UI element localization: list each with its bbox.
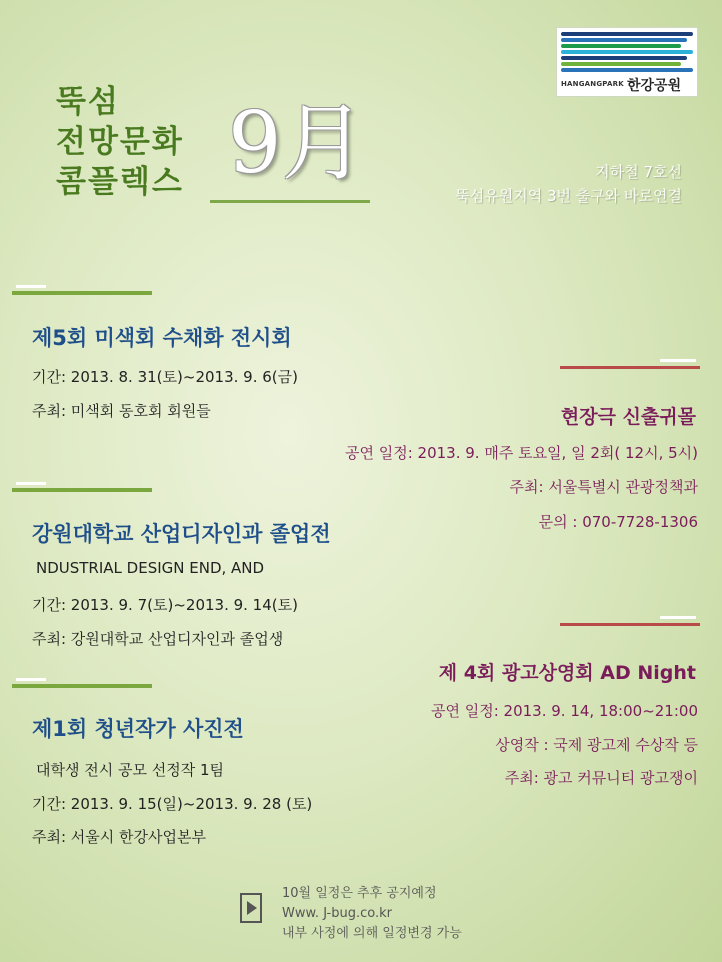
event-host: 주최: 강원대학교 산업디자인과 졸업생 bbox=[32, 630, 284, 648]
logo-text-ko: 한강공원 bbox=[627, 78, 682, 94]
logo-stripe bbox=[561, 44, 681, 48]
play-icon bbox=[240, 893, 262, 923]
title-underline bbox=[210, 200, 370, 203]
event-schedule: 공연 일정: 2013. 9. 매주 토요일, 일 2회( 12시, 5시) bbox=[344, 444, 698, 462]
event-host: 주최: 미색회 동호회 회원들 bbox=[32, 402, 211, 420]
event-host: 주최: 서울특별시 관광정책과 bbox=[509, 478, 698, 496]
title-line: 콤플렉스 bbox=[56, 164, 184, 200]
event-title: 제5회 미색회 수채화 전시회 bbox=[32, 326, 292, 350]
logo-stripe bbox=[561, 56, 687, 60]
event-period: 기간: 2013. 9. 15(일)~2013. 9. 28 (토) bbox=[32, 795, 313, 813]
logo-text-en: HANGANGPARK bbox=[561, 80, 624, 88]
hangang-park-logo bbox=[556, 27, 698, 97]
logo-stripe bbox=[561, 38, 687, 42]
title-line: 뚝섬 bbox=[56, 84, 120, 120]
event-contact: 문의 : 070-7728-1306 bbox=[538, 513, 698, 531]
footer-line1: 10월 일정은 추후 공지예정 bbox=[282, 886, 437, 901]
event-subtitle: NDUSTRIAL DESIGN END, AND bbox=[36, 559, 265, 577]
footer-line3: 내부 사정에 의해 일정변경 가능 bbox=[282, 926, 462, 941]
section-divider bbox=[560, 623, 700, 626]
logo-stripes bbox=[561, 32, 693, 76]
event-title: 제 4회 광고상영회 AD Night bbox=[438, 662, 696, 684]
event-schedule: 공연 일정: 2013. 9. 14, 18:00~21:00 bbox=[431, 702, 698, 720]
month-heading: 9月 bbox=[228, 94, 366, 192]
event-title: 제1회 청년작가 사진전 bbox=[32, 717, 244, 741]
logo-stripe bbox=[561, 50, 693, 54]
logo-stripe bbox=[561, 68, 693, 72]
section-divider bbox=[12, 684, 152, 688]
logo-stripe bbox=[561, 62, 681, 66]
event-subtitle: 대학생 전시 공모 선정작 1팀 bbox=[36, 761, 225, 779]
footer-notice bbox=[282, 884, 462, 944]
title-line: 전망문화 bbox=[56, 124, 184, 160]
event-period: 기간: 2013. 9. 7(토)~2013. 9. 14(토) bbox=[32, 596, 298, 614]
event-title: 강원대학교 산업디자인과 졸업전 bbox=[32, 522, 331, 546]
section-divider bbox=[12, 291, 152, 295]
event-host: 주최: 광고 커뮤니티 광고쟁이 bbox=[504, 769, 698, 787]
event-title: 현장극 신출귀몰 bbox=[560, 406, 696, 428]
subway-info bbox=[455, 160, 682, 208]
event-films: 상영작 : 국제 광고제 수상작 등 bbox=[495, 736, 698, 754]
subway-line2: 뚝섬유원지역 3번 출구와 바로연결 bbox=[455, 187, 682, 205]
section-divider bbox=[560, 366, 700, 369]
logo-stripe bbox=[561, 32, 693, 36]
subway-line1: 지하철 7호선 bbox=[595, 163, 682, 181]
event-host: 주최: 서울시 한강사업본부 bbox=[32, 828, 206, 846]
event-period: 기간: 2013. 8. 31(토)~2013. 9. 6(금) bbox=[32, 368, 298, 386]
section-divider bbox=[12, 488, 152, 492]
page-title bbox=[56, 82, 184, 202]
footer-website[interactable]: Www. J-bug.co.kr bbox=[282, 906, 393, 921]
